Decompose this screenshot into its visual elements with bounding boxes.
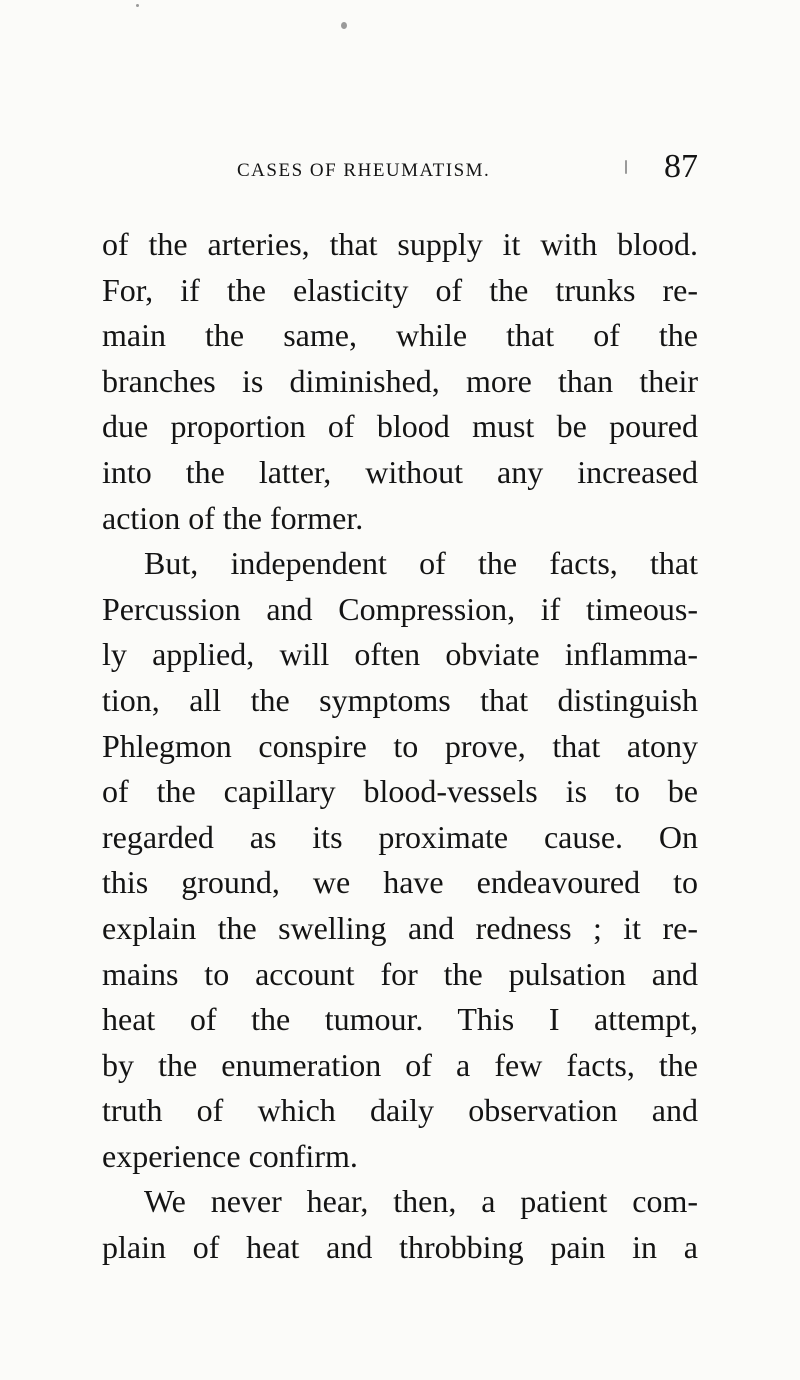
text-line: Percussion and Compression, if timeous- [102,590,698,627]
text-line: experience confirm. [102,1137,358,1174]
text-line: action of the former. [102,499,364,536]
text-line: regarded as its proximate cause. On [102,818,698,855]
text-line: tion, all the symptoms that distinguish [102,681,698,718]
text-line: by the enumeration of a few facts, the [102,1046,698,1083]
text-line: plain of heat and throbbing pain in a [102,1229,698,1266]
page-header [100,148,698,192]
text-line: branches is diminished, more than their [102,362,698,399]
scan-speck [341,22,347,29]
text-line: of the capillary blood-vessels is to be [102,773,698,810]
text-line: main the same, while that of the [102,317,698,354]
text-line: ly applied, will often obviate inflamma- [102,636,698,673]
text-line: truth of which daily observation and [102,1092,698,1129]
text-line: For, if the elasticity of the trunks re- [102,271,698,308]
text-line: into the latter, without any increased [102,453,698,490]
text-line: mains to account for the pulsation and [102,955,698,992]
text-line: due proportion of blood must be poured [102,408,698,445]
text-line: heat of the tumour. This I attempt, [102,1001,698,1038]
text-line: We never hear, then, a patient com- [144,1183,698,1220]
running-title: CASES OF RHEUMATISM. [237,160,491,181]
body-text [102,222,698,1271]
text-line: But, independent of the facts, that [144,545,698,582]
text-line: Phlegmon conspire to prove, that atony [102,727,698,764]
page-number: 87 [664,148,698,185]
scan-speck [136,4,139,7]
text-line: of the arteries, that supply it with blood. [102,226,698,262]
text-line: this ground, we have endeavoured to [102,864,698,901]
text-line: explain the swelling and redness ; it re- [102,909,698,946]
